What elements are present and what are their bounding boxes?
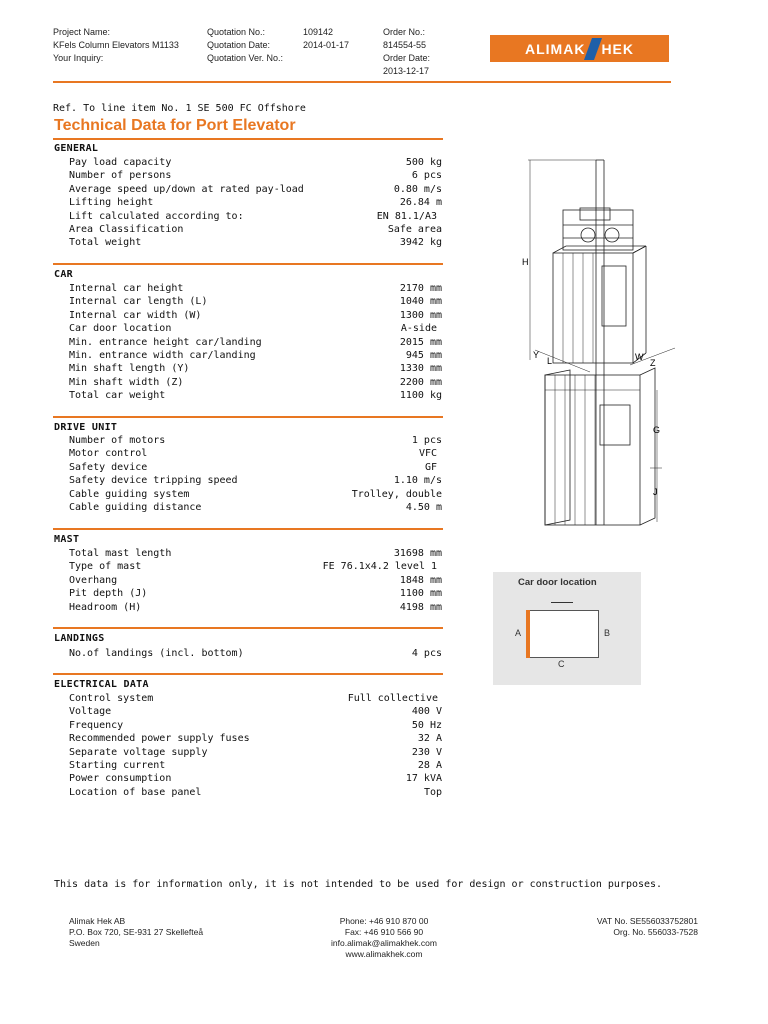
row-value: GF — [424, 461, 437, 473]
table-row — [69, 196, 442, 209]
row-value: 1.10 m/s — [393, 475, 442, 487]
section-divider — [53, 673, 443, 675]
row-value: 26.84 m — [399, 197, 442, 209]
header-divider — [53, 81, 671, 83]
row-value: 1330 mm — [399, 363, 442, 375]
row-label: Lifting height — [69, 197, 154, 209]
footer-web[interactable]: www.alimakhek.com — [345, 949, 423, 959]
row-label: Recommended power supply fuses — [69, 733, 250, 745]
table-row — [69, 169, 442, 182]
row-label: Internal car length (L) — [69, 296, 208, 308]
row-label: Frequency — [69, 719, 124, 731]
table-row — [69, 461, 442, 474]
row-label: Internal car width (W) — [69, 309, 202, 321]
header-quotation-ver-label: Quotation Ver. No.: — [207, 53, 284, 63]
section-mast-title: MAST — [54, 534, 80, 545]
row-value: VFC — [418, 448, 437, 460]
row-label: Total weight — [69, 237, 142, 249]
header-quotation-no-value: 109142 — [303, 27, 334, 37]
table-row — [69, 746, 442, 759]
table-row — [69, 601, 442, 614]
row-value: 4 pcs — [411, 648, 442, 659]
row-value: FE 76.1x4.2 level 1 — [322, 561, 437, 573]
row-value: 3942 kg — [399, 237, 442, 249]
row-label: Cable guiding distance — [69, 502, 202, 513]
page-title: Technical Data for Port Elevator — [54, 117, 296, 134]
table-row — [69, 349, 442, 362]
row-label: Pay load capacity — [69, 157, 172, 168]
row-label: Type of mast — [69, 561, 142, 573]
footer-org: Org. No. 556033-7528 — [613, 927, 698, 937]
company-logo — [490, 35, 669, 62]
section-divider — [53, 528, 443, 530]
table-row — [69, 587, 442, 600]
row-label: Location of base panel — [69, 786, 202, 798]
dim-label-l: L — [547, 356, 553, 366]
row-value: 1 pcs — [411, 435, 442, 446]
door-label-b: B — [604, 628, 611, 638]
footer-company: Alimak Hek AB — [69, 916, 126, 926]
door-a-marker — [526, 610, 530, 658]
logo-text-right: HEK — [601, 40, 634, 57]
table-row — [69, 786, 442, 799]
table-row — [69, 488, 442, 501]
row-value: 4.50 m — [405, 502, 442, 513]
header-project-value: KFels Column Elevators M1133 — [53, 40, 179, 50]
header-order-date-value: 2013-12-17 — [383, 66, 430, 76]
row-value: 2015 mm — [399, 336, 442, 348]
table-row — [69, 156, 442, 169]
table-row — [69, 547, 442, 560]
row-label: Cable guiding system — [69, 488, 190, 500]
reference-line: Ref. To line item No. 1 SE 500 FC Offshore — [53, 103, 306, 114]
row-label: Min. entrance width car/landing — [69, 350, 256, 361]
logo-separator-icon — [584, 38, 602, 60]
row-value: Trolley, double — [351, 488, 442, 500]
dim-label-y: Y — [533, 350, 540, 360]
section-divider — [53, 263, 443, 265]
table-row — [69, 732, 442, 745]
door-label-c: C — [558, 659, 565, 669]
table-row — [69, 647, 442, 660]
row-value: 28 A — [417, 760, 442, 771]
disclaimer: This data is for information only, it is not intended to be used for design or construction purposes. — [54, 879, 663, 890]
dim-label-w: W — [635, 352, 644, 362]
table-row — [69, 362, 442, 375]
section-electrical-title: ELECTRICAL DATA — [54, 679, 149, 690]
title-underline — [53, 138, 443, 140]
row-value: 4198 mm — [399, 601, 442, 613]
row-label: Total mast length — [69, 548, 172, 559]
door-location-panel — [493, 572, 641, 685]
row-label: Car door location — [69, 323, 172, 335]
row-value: 2170 mm — [399, 283, 442, 294]
section-drive-title: DRIVE UNIT — [54, 422, 118, 433]
header-order-no-value: 814554-55 — [383, 40, 427, 50]
section-divider — [53, 416, 443, 418]
row-value: 32 A — [417, 733, 442, 745]
row-label: Control system — [69, 693, 154, 704]
logo-text-left: ALIMAK — [525, 40, 586, 57]
row-label: Overhang — [69, 574, 118, 586]
table-row — [69, 501, 442, 514]
row-label: Average speed up/down at rated pay-load — [69, 183, 304, 195]
row-value: 400 V — [411, 706, 442, 718]
door-location-title: Car door location — [518, 577, 597, 588]
row-label: Voltage — [69, 706, 112, 718]
row-value: 2200 mm — [399, 376, 442, 388]
table-row — [69, 282, 442, 295]
footer-email[interactable]: info.alimak@alimakhek.com — [331, 938, 437, 948]
row-label: Min. entrance height car/landing — [69, 336, 262, 348]
row-label: Separate voltage supply — [69, 746, 208, 758]
table-row — [69, 210, 442, 223]
table-row — [69, 223, 442, 236]
table-row — [69, 474, 442, 487]
row-label: Number of motors — [69, 435, 166, 446]
row-label: Power consumption — [69, 773, 172, 785]
row-value: Safe area — [387, 224, 442, 235]
table-row — [69, 236, 442, 249]
row-value: 50 Hz — [411, 719, 442, 731]
row-label: Number of persons — [69, 170, 172, 182]
table-row — [69, 322, 442, 335]
table-row — [69, 560, 442, 573]
section-general-title: GENERAL — [54, 143, 99, 154]
table-row — [69, 336, 442, 349]
dim-label-j: J — [653, 487, 658, 497]
dim-label-z: Z — [650, 358, 656, 368]
table-row — [69, 772, 442, 785]
section-car-title: CAR — [54, 269, 73, 280]
row-label: Internal car height — [69, 283, 184, 294]
header-project-label: Project Name: — [53, 27, 111, 37]
row-label: Min shaft width (Z) — [69, 376, 184, 388]
table-row — [69, 389, 442, 402]
row-label: Safety device tripping speed — [69, 475, 238, 487]
row-value: 230 V — [411, 746, 442, 758]
row-value: 1300 mm — [399, 309, 442, 321]
table-row — [69, 376, 442, 389]
row-value: A-side — [400, 323, 437, 335]
footer-phone: Phone: +46 910 870 00 — [339, 916, 429, 926]
door-label-a: A — [515, 628, 522, 638]
table-row — [69, 295, 442, 308]
row-value: 17 kVA — [405, 773, 442, 785]
footer-vat: VAT No. SE556033752801 — [596, 916, 698, 926]
table-row — [69, 309, 442, 322]
row-value: 1100 mm — [399, 588, 442, 600]
header-inquiry-label: Your Inquiry: — [53, 53, 104, 63]
table-row — [69, 183, 442, 196]
table-row — [69, 574, 442, 587]
row-label: Motor control — [69, 448, 148, 460]
section-landings-title: LANDINGS — [54, 633, 105, 644]
row-label: Pit depth (J) — [69, 588, 148, 600]
row-label: Area Classification — [69, 224, 184, 235]
elevator-diagram — [500, 150, 690, 535]
row-value: 1100 kg — [399, 390, 442, 402]
table-row — [69, 705, 442, 718]
header-quotation-date-label: Quotation Date: — [207, 40, 271, 50]
dim-label-g: G — [653, 425, 661, 435]
row-value: 6 pcs — [411, 170, 442, 182]
row-label: Min shaft length (Y) — [69, 363, 190, 375]
row-value: 500 kg — [405, 157, 442, 168]
footer-fax: Fax: +46 910 566 90 — [344, 927, 424, 937]
table-row — [69, 447, 442, 460]
row-value: 945 mm — [405, 350, 442, 361]
table-row — [69, 434, 442, 447]
footer-address: P.O. Box 720, SE-931 27 Skellefteå — [69, 927, 204, 937]
row-label: Starting current — [69, 760, 166, 771]
door-handle-icon — [551, 602, 573, 603]
row-label: Total car weight — [69, 390, 166, 402]
table-row — [69, 759, 442, 772]
row-value: 1040 mm — [399, 296, 442, 308]
row-value: EN 81.1/A3 — [376, 210, 437, 222]
row-label: Headroom (H) — [69, 601, 142, 613]
row-value: 31698 mm — [393, 548, 442, 559]
footer-country: Sweden — [69, 938, 100, 948]
header-order-date-label: Order Date: — [383, 53, 431, 63]
section-divider — [53, 627, 443, 629]
header-quotation-no-label: Quotation No.: — [207, 27, 266, 37]
table-row — [69, 692, 442, 705]
row-value: Full collective — [347, 693, 438, 704]
row-value: 0.80 m/s — [393, 183, 442, 195]
header-order-no-label: Order No.: — [383, 27, 426, 37]
table-row — [69, 719, 442, 732]
dim-label-h: H — [522, 257, 529, 267]
header-quotation-date-value: 2014-01-17 — [303, 40, 350, 50]
door-car-outline — [527, 610, 599, 658]
row-value: 1848 mm — [399, 574, 442, 586]
row-label: Safety device — [69, 461, 148, 473]
row-label: No.of landings (incl. bottom) — [69, 648, 244, 659]
row-label: Lift calculated according to: — [69, 210, 244, 222]
row-value: Top — [423, 786, 442, 798]
